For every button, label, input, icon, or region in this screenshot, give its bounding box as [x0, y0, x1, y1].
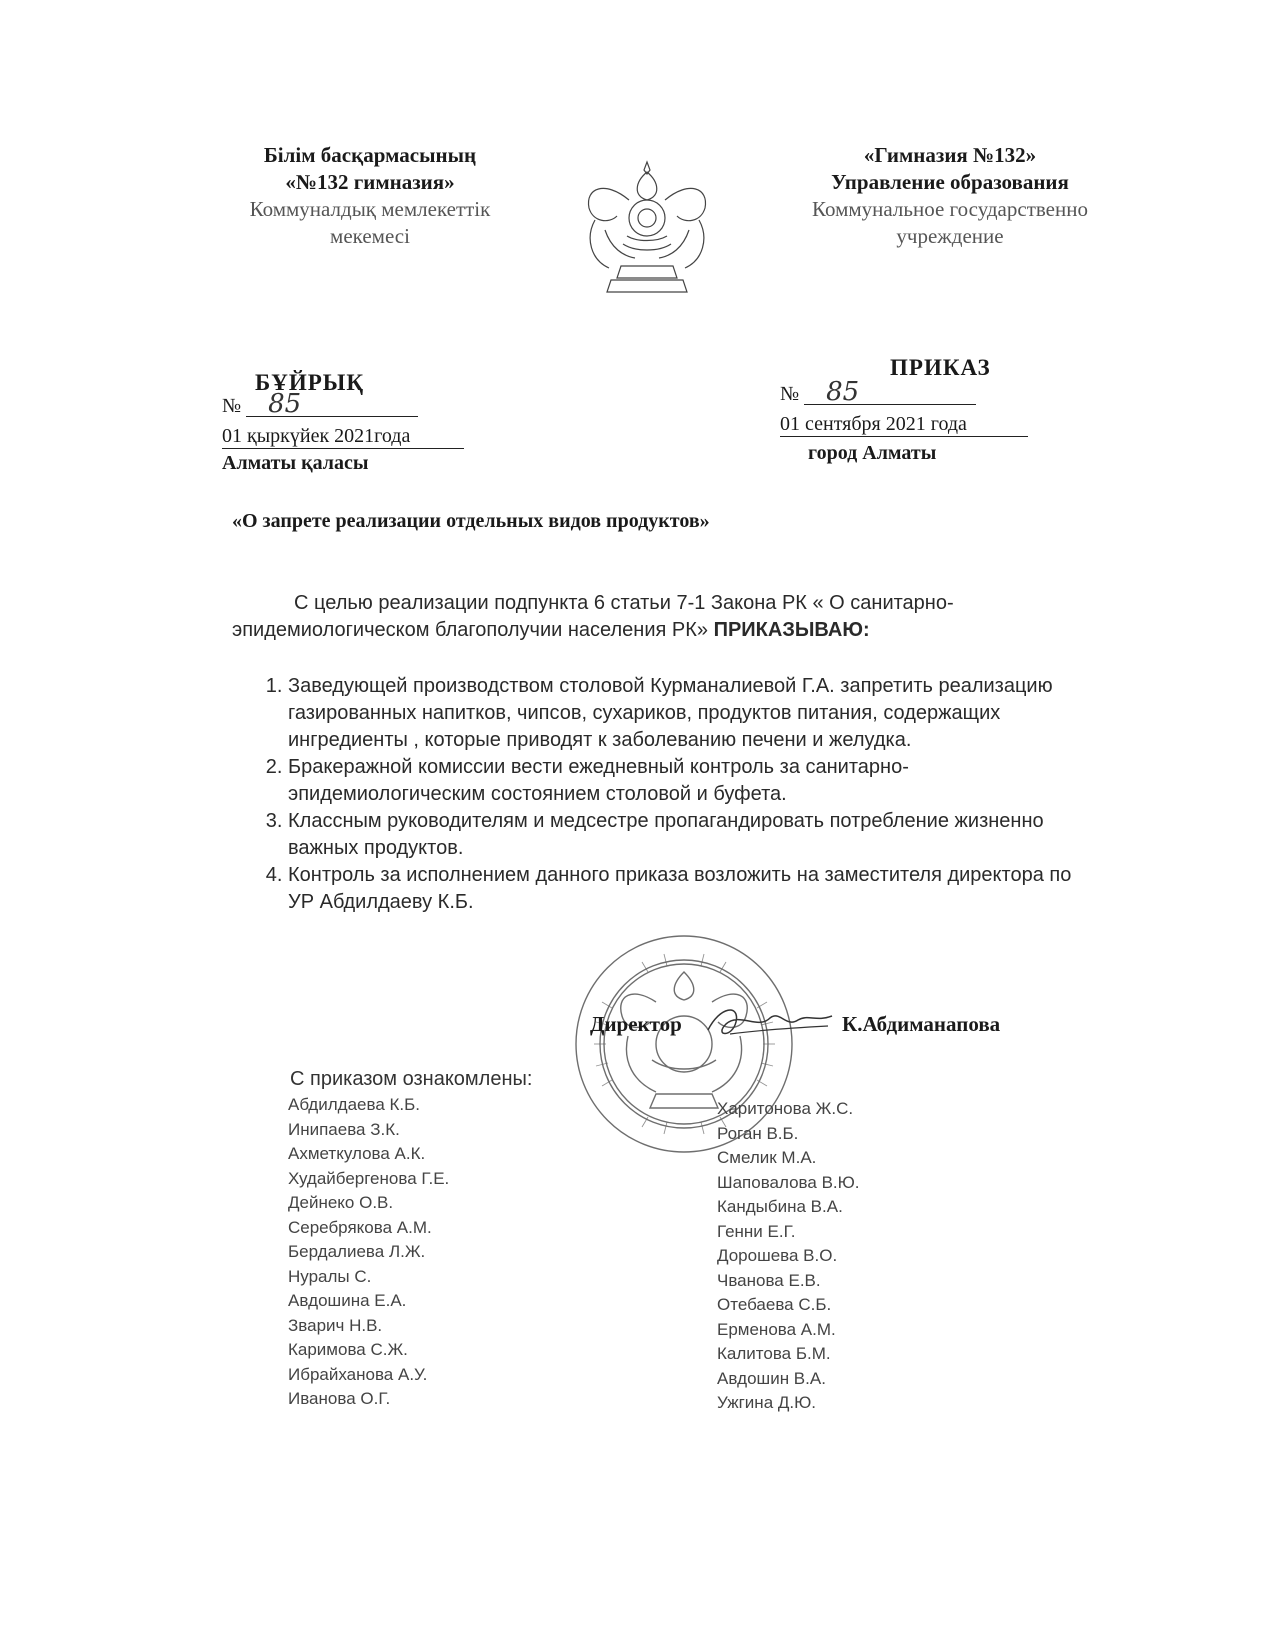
list-item: Серебрякова А.М.: [288, 1217, 432, 1237]
header-right-line4: учреждение: [896, 224, 1004, 248]
preamble-text: С целью реализации подпункта 6 статьи 7-1 Закона РК « О санитарно-эпидемиологическом благополучии населения РК»: [232, 592, 954, 641]
list-item: Авдошин В.А.: [717, 1368, 826, 1388]
order-item: 1. Заведующей производством столовой Курманалиевой Г.А. запретить реализацию газированных напитков, чипсов, сухариков, продуктов питания, содержащих ингредиенты , которые приводят к заболеванию печени и желудка.: [288, 673, 1078, 754]
order-item: 2. Бракеражной комиссии вести ежедневный контроль за санитарно-эпидемиологическим состоянием столовой и буфета.: [288, 754, 1078, 808]
list-item: Генни Е.Г.: [717, 1221, 796, 1241]
list-item: Ибрайханова А.У.: [288, 1364, 428, 1384]
acknowledged-heading: С приказом ознакомлены:: [290, 1068, 533, 1090]
list-item: Ужгина Д.Ю.: [717, 1393, 817, 1412]
list-item: Абдилдаева К.Б.: [288, 1095, 420, 1114]
header-left-line1: Білім басқармасының: [263, 143, 477, 167]
list-item: Худайбергенова Г.Е.: [288, 1168, 450, 1188]
state-emblem-icon: [565, 160, 730, 300]
list-item: Калитова Б.М.: [717, 1344, 831, 1363]
list-item: Иванова О.Г.: [288, 1389, 391, 1408]
handwritten-signature-icon: [700, 1000, 840, 1045]
list-item: Инипаева З.К.: [288, 1119, 400, 1139]
order-number-ru: [780, 377, 976, 407]
list-item: Каримова С.Ж.: [288, 1340, 408, 1359]
order-preamble: [232, 590, 1052, 644]
order-city-kz: Алматы қаласы: [222, 452, 369, 474]
order-subject: «О запрете реализации отдельных видов продуктов»: [232, 510, 710, 532]
order-number-prefix-ru: №: [780, 383, 800, 405]
list-item: Смелик М.А.: [717, 1148, 817, 1167]
signature-role: Директор: [590, 1012, 682, 1036]
order-item: 4. Контроль за исполнением данного приказа возложить на заместителя директора по УР Абдилдаеву К.Б.: [288, 862, 1078, 916]
order-title-ru: ПРИКАЗ: [890, 355, 991, 380]
list-item: Ерменова А.М.: [717, 1319, 836, 1339]
header-right-block: [770, 142, 1130, 250]
header-right-line1: «Гимназия №132»: [863, 143, 1037, 167]
order-number-kz: [222, 389, 418, 419]
list-item: Авдошина Е.А.: [288, 1291, 407, 1310]
header-left-line4: мекемесі: [330, 224, 410, 248]
order-title-kz: БҰЙРЫҚ: [255, 370, 365, 395]
order-number-value-ru: 85: [804, 380, 976, 405]
list-item: Ахметкулова А.К.: [288, 1144, 426, 1163]
list-item: Харитонова Ж.С.: [717, 1099, 854, 1118]
list-item: Бердалиева Л.Ж.: [288, 1242, 426, 1261]
list-item: Дорошева В.О.: [717, 1246, 838, 1265]
list-item: Зварич Н.В.: [288, 1315, 383, 1335]
signature-name: К.Абдиманапова: [842, 1012, 1001, 1036]
header-left-block: [200, 142, 540, 250]
header-left-line2: «№132 гимназия»: [285, 170, 455, 194]
list-item: Чванова Е.В.: [717, 1270, 821, 1290]
order-date-kz: 01 қыркүйек 2021года: [222, 424, 464, 449]
list-item: Роган В.Б.: [717, 1123, 799, 1143]
order-items-list: [248, 673, 1078, 916]
list-item: Отебаева С.Б.: [717, 1295, 832, 1314]
order-number-prefix-kz: №: [222, 395, 242, 417]
order-city-ru: город Алматы: [808, 442, 937, 464]
acknowledged-list-left: [288, 1093, 449, 1412]
acknowledged-list-right: [717, 1097, 860, 1416]
order-item: 3. Классным руководителям и медсестре пропагандировать потребление жизненно важных продуктов.: [288, 808, 1078, 862]
list-item: Шаповалова В.Ю.: [717, 1172, 860, 1192]
list-item: Дейнеко О.В.: [288, 1193, 394, 1212]
header-left-line3: Коммуналдық мемлекеттік: [249, 197, 491, 221]
preamble-command: ПРИКАЗЫВАЮ:: [713, 619, 870, 641]
list-item: Кандыбина В.А.: [717, 1197, 843, 1216]
order-date-ru: 01 сентября 2021 года: [780, 412, 1028, 437]
header-right-line3: Коммунальное государственно: [812, 197, 1088, 221]
header-right-line2: Управление образования: [831, 170, 1069, 194]
order-number-value-kz: 85: [246, 392, 418, 417]
list-item: Нуралы С.: [288, 1266, 372, 1286]
